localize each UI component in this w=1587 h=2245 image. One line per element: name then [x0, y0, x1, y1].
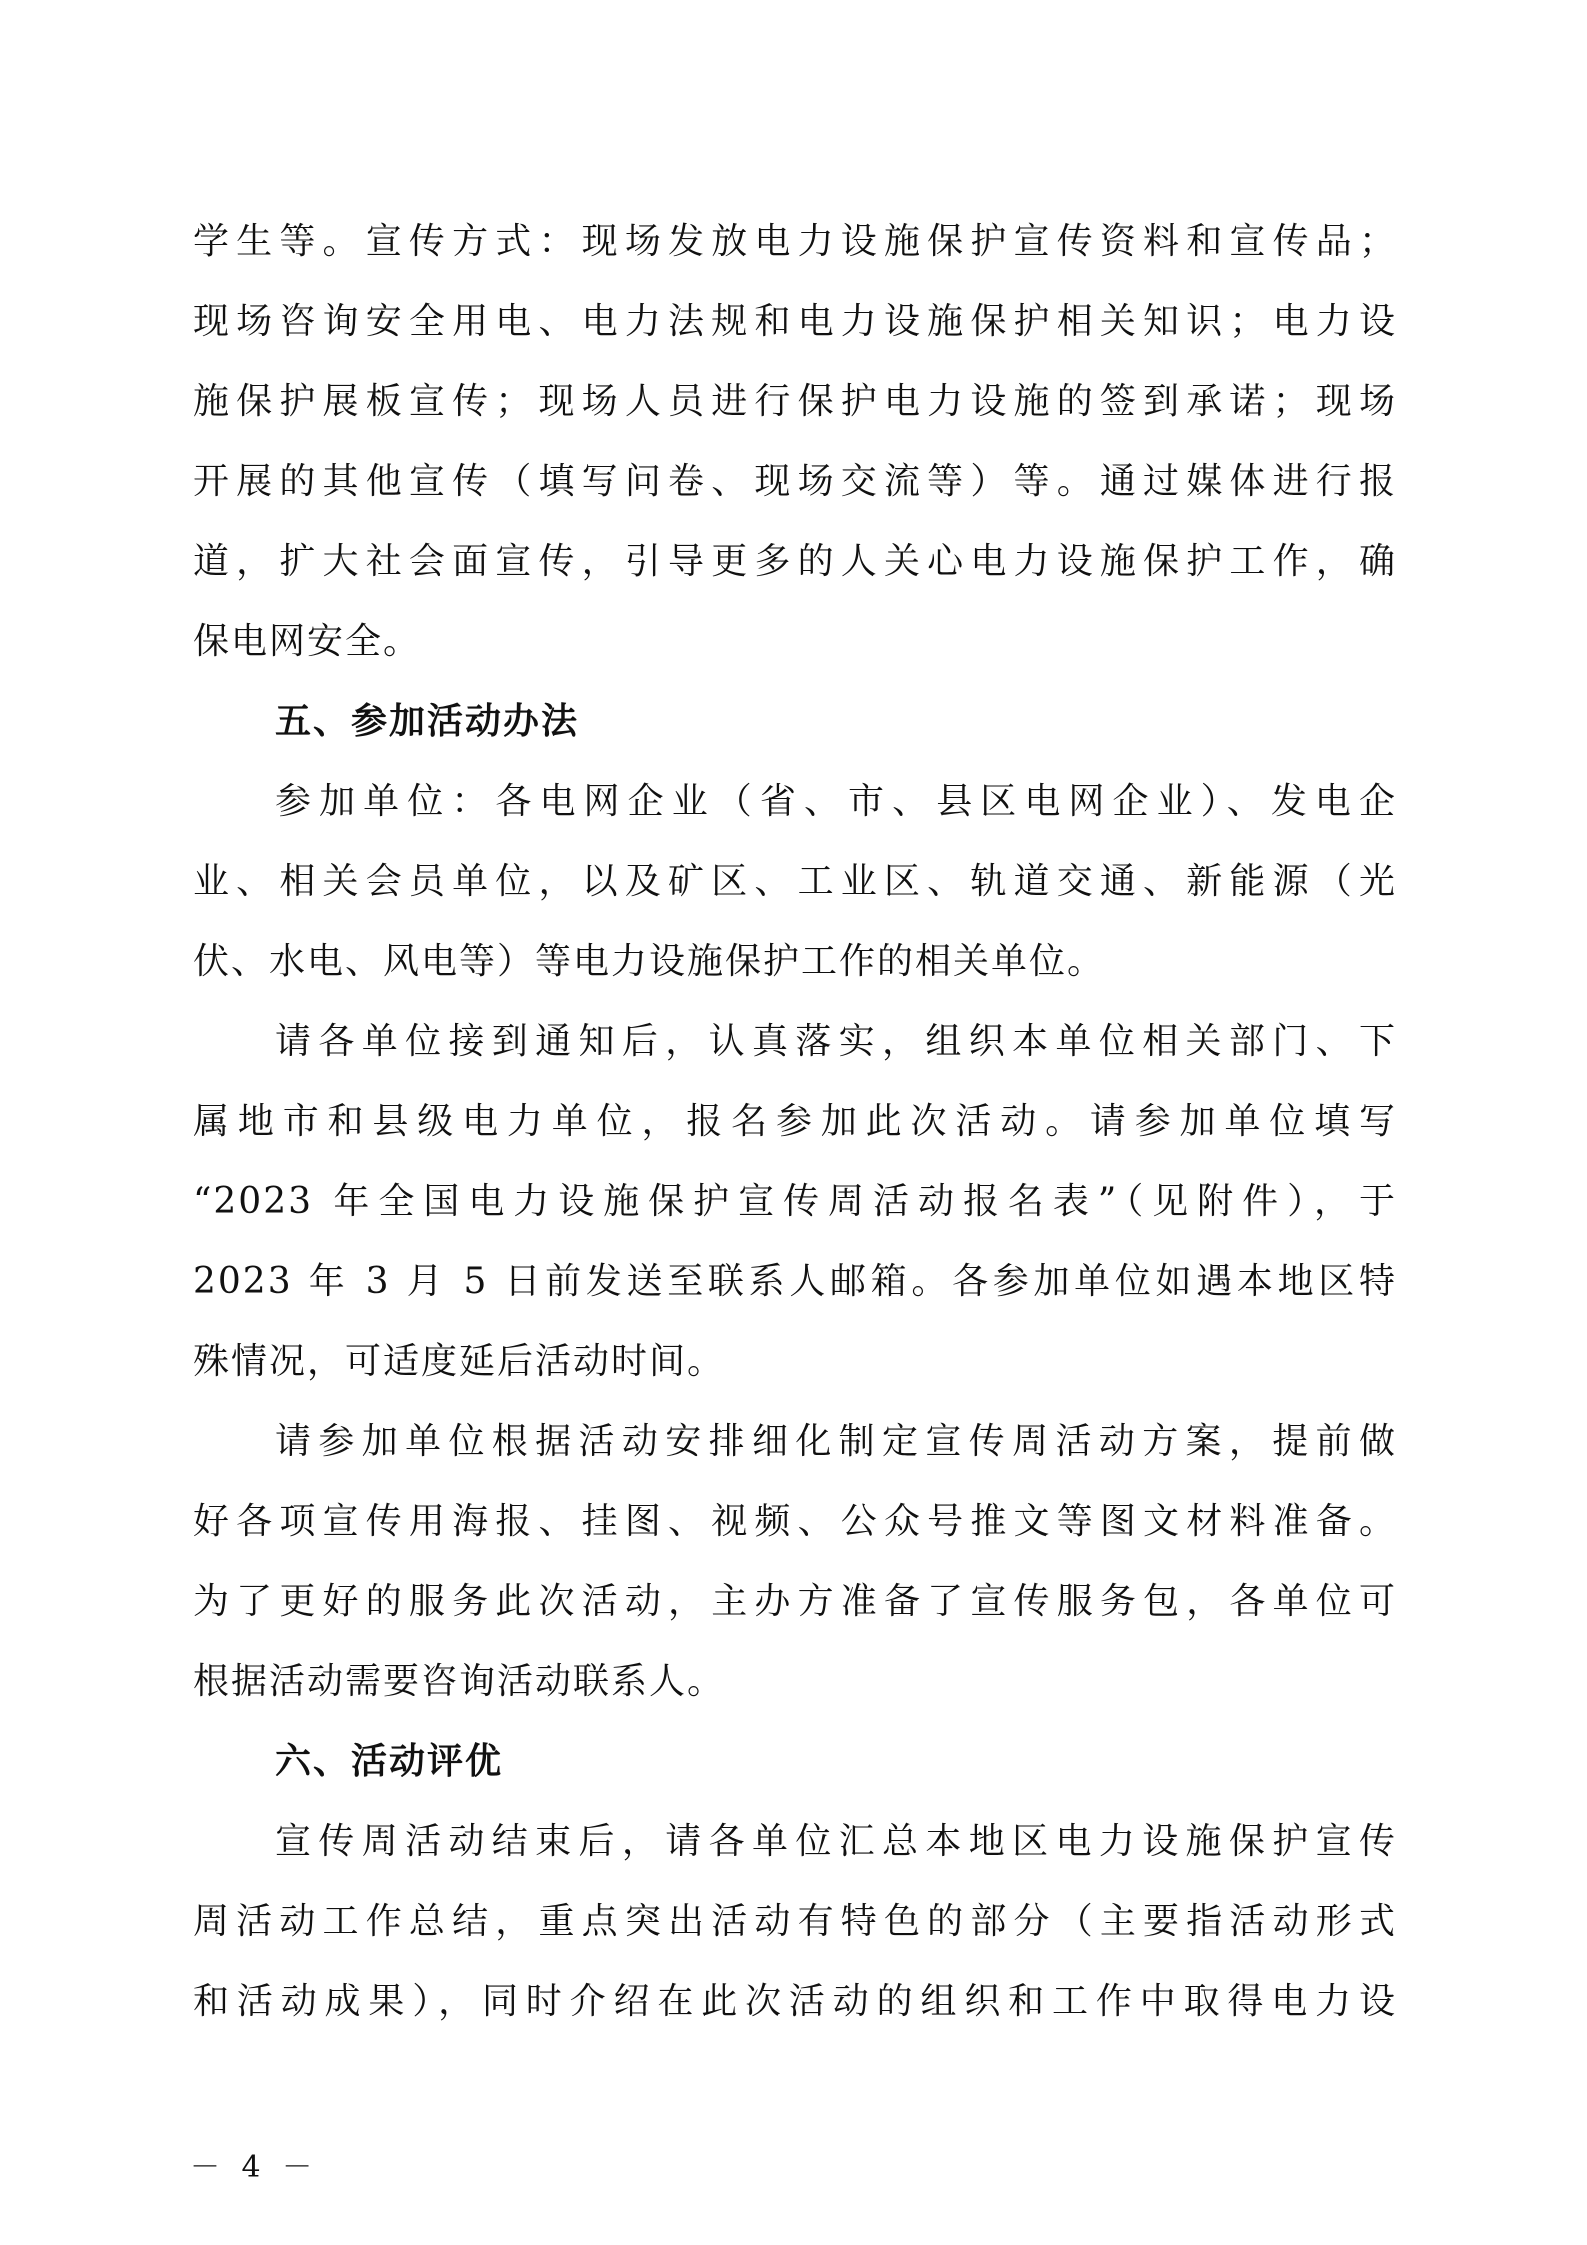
text-line: 道，扩大社会面宣传，引导更多的人关心电力设施保护工作，确	[193, 541, 1397, 582]
page-number: － 4 －	[190, 2150, 319, 2185]
text-line: 学生等。宣传方式：现场发放电力设施保护宣传资料和宣传品；	[193, 221, 1397, 262]
text-line: 伏、水电、风电等）等电力设施保护工作的相关单位。	[193, 941, 1106, 982]
text-line: 请参加单位根据活动安排细化制定宣传周活动方案，提前做	[275, 1421, 1397, 1462]
text-line: 施保护展板宣传；现场人员进行保护电力设施的签到承诺；现场	[193, 381, 1397, 422]
text-line: 周活动工作总结，重点突出活动有特色的部分（主要指活动形式	[193, 1901, 1397, 1942]
text-line: 请各单位接到通知后，认真落实，组织本单位相关部门、下	[275, 1021, 1397, 1062]
text-line: “2023 年全国电力设施保护宣传周活动报名表”（见附件），于	[193, 1181, 1397, 1222]
text-line: 殊情况，可适度延后活动时间。	[193, 1341, 726, 1382]
text-line: 好各项宣传用海报、挂图、视频、公众号推文等图文材料准备。	[193, 1501, 1397, 1542]
text-line: 宣传周活动结束后，请各单位汇总本地区电力设施保护宣传	[275, 1821, 1397, 1862]
text-line: 属地市和县级电力单位，报名参加此次活动。请参加单位填写	[193, 1101, 1397, 1142]
text-line: 参加单位：各电网企业（省、市、县区电网企业）、发电企	[275, 781, 1397, 822]
text-line: 业、相关会员单位，以及矿区、工业区、轨道交通、新能源（光	[193, 861, 1397, 902]
text-line: 2023 年 3 月 5 日前发送至联系人邮箱。各参加单位如遇本地区特	[193, 1261, 1397, 1302]
text-line: 保电网安全。	[193, 621, 422, 662]
section-heading-5: 五、参加活动办法	[275, 701, 580, 742]
text-line: 为了更好的服务此次活动，主办方准备了宣传服务包，各单位可	[193, 1581, 1397, 1622]
text-line: 根据活动需要咨询活动联系人。	[193, 1661, 726, 1702]
text-line: 和活动成果），同时介绍在此次活动的组织和工作中取得电力设	[193, 1981, 1397, 2022]
text-line: 现场咨询安全用电、电力法规和电力设施保护相关知识；电力设	[193, 301, 1397, 342]
text-line: 开展的其他宣传（填写问卷、现场交流等）等。通过媒体进行报	[193, 461, 1397, 502]
section-heading-6: 六、活动评优	[275, 1741, 504, 1782]
